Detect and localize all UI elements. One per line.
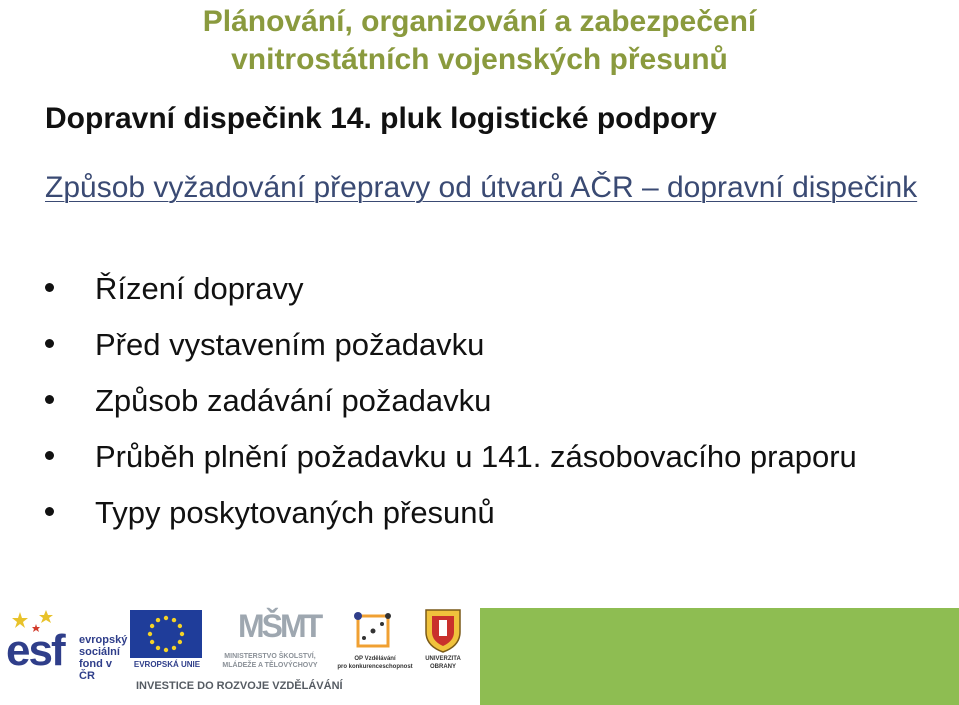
msmt-logo-caption: [210, 652, 330, 670]
university-caption-line: OBRANY: [429, 664, 456, 670]
lead-paragraph: Způsob vyžadování přepravy od útvarů AČR – dopravní dispečink: [45, 171, 918, 204]
bullet-item: [45, 436, 885, 477]
esf-logo-caption: [79, 634, 127, 682]
invest-slogan: INVESTICE DO ROZVOJE VZDĚLÁVÁNÍ: [136, 680, 343, 692]
bullet-text: Průběh plnění požadavku u 141. zásobovacího praporu: [95, 439, 857, 474]
slide-title: [0, 0, 959, 79]
bullet-item: [45, 380, 885, 421]
msmt-logo: [210, 608, 330, 674]
esf-caption-line: sociální: [79, 646, 120, 658]
bullet-dot-icon: [45, 339, 54, 348]
esf-logo: [6, 610, 128, 682]
bullet-text: Řízení dopravy: [95, 271, 304, 306]
msmt-logo-mark: MŠMT: [238, 608, 321, 644]
green-panel: [480, 608, 959, 705]
opvk-caption-line: pro konkurenceschopnost: [337, 664, 413, 670]
eu-flag-icon: [130, 610, 202, 658]
eu-stars-icon: [130, 610, 202, 658]
bullet-dot-icon: [45, 395, 54, 404]
opvk-logo-caption: [334, 655, 416, 671]
esf-logo-text: esf: [6, 626, 64, 675]
university-caption-line: UNIVERZITA: [425, 656, 461, 662]
eu-logo-label: EVROPSKÁ UNIE: [133, 660, 201, 669]
bullet-dot-icon: [45, 451, 54, 460]
opvk-emblem-icon: [334, 608, 416, 654]
opvk-caption-line: OP Vzdělávání: [354, 656, 396, 662]
esf-caption-line: evropský: [79, 634, 128, 646]
footer-logo-bar: [0, 600, 959, 705]
esf-caption-line: fond v ČR: [79, 658, 112, 682]
bullet-list: [45, 268, 885, 548]
university-logo-caption: [412, 655, 474, 671]
bullet-text: Způsob zadávání požadavku: [95, 383, 492, 418]
bullet-item: [45, 492, 885, 533]
title-line-2: vnitrostátních vojenských přesunů: [231, 43, 728, 76]
msmt-caption-line: MLÁDEŽE A TĚLOVÝCHOVY: [222, 662, 318, 669]
title-line-1: Plánování, organizování a zabezpečení: [202, 5, 757, 38]
msmt-caption-line: MINISTERSTVO ŠKOLSTVÍ,: [224, 653, 316, 660]
university-shield-icon: [420, 606, 466, 654]
opvk-logo: [334, 608, 416, 674]
university-of-defence-logo: [420, 606, 466, 672]
slide-subtitle: Dopravní dispečink 14. pluk logistické podpory: [45, 102, 717, 135]
eu-logo: [130, 610, 206, 670]
bullet-item: [45, 324, 885, 365]
bullet-dot-icon: [45, 507, 54, 516]
bullet-dot-icon: [45, 283, 54, 292]
bullet-text: Před vystavením požadavku: [95, 327, 485, 362]
bullet-text: Typy poskytovaných přesunů: [95, 495, 495, 530]
bullet-item: [45, 268, 885, 309]
